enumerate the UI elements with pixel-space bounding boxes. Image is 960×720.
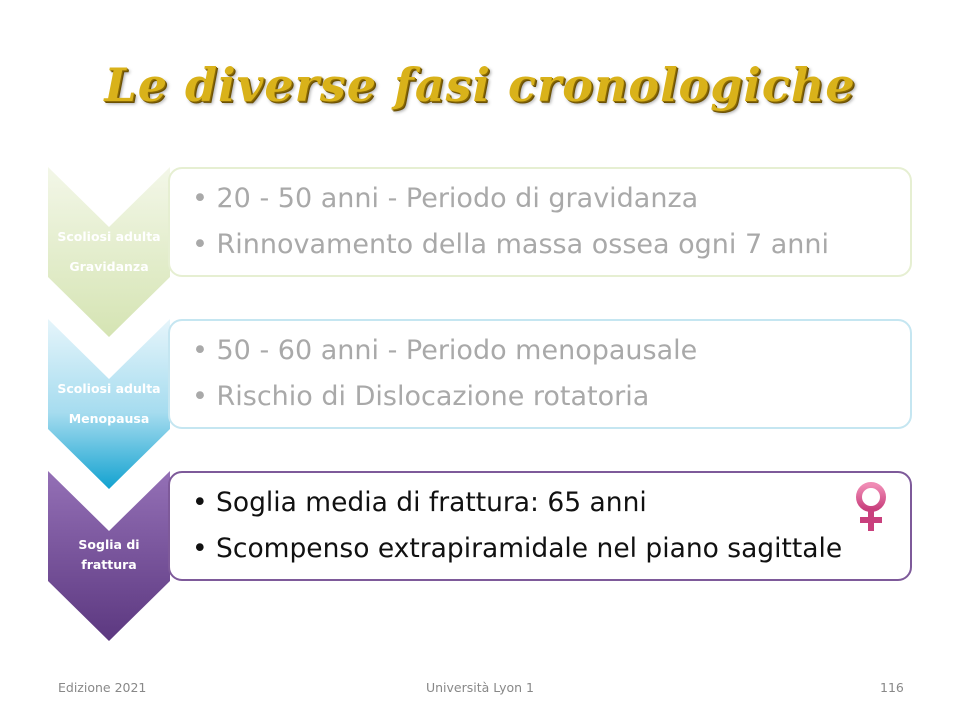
- chevron-label-line1: Scoliosi adulta: [57, 229, 161, 244]
- bullet-item: • 20 - 50 anni - Periodo di gravidanza: [192, 183, 699, 214]
- footer-edition: Edizione 2021: [58, 680, 147, 695]
- bullet-item: • Rischio di Dislocazione rotatoria: [192, 381, 650, 412]
- bullet-item: • Scompenso extrapiramidale nel piano sagittale: [192, 533, 843, 564]
- bullet-item: • Rinnovamento della massa ossea ogni 7 anni: [192, 229, 830, 260]
- chevron-label-line2: Menopausa: [68, 411, 150, 426]
- footer-institution: Università Lyon 1: [425, 680, 534, 695]
- footer-slide-number: 116: [880, 680, 904, 695]
- chevron-label-line2: Gravidanza: [69, 259, 149, 274]
- chevron-gravidanza: [48, 167, 170, 337]
- stage-panel: [168, 471, 912, 581]
- chevron-label-line1: Scoliosi adulta: [57, 381, 161, 396]
- slide-title: Le diverse fasi cronologiche: [104, 58, 856, 112]
- stage-panel: [168, 167, 912, 277]
- bullet-item: • 50 - 60 anni - Periodo menopausale: [192, 335, 698, 366]
- chevron-menopausa: [48, 319, 170, 489]
- stage-panel: [168, 319, 912, 429]
- chevron-soglia-frattura: [48, 471, 170, 641]
- chevron-label-line1: Soglia di: [78, 537, 140, 552]
- chevron-label-line2: frattura: [81, 557, 137, 572]
- bullet-item: • Soglia media di frattura: 65 anni: [192, 487, 647, 518]
- venus-icon: [852, 481, 890, 533]
